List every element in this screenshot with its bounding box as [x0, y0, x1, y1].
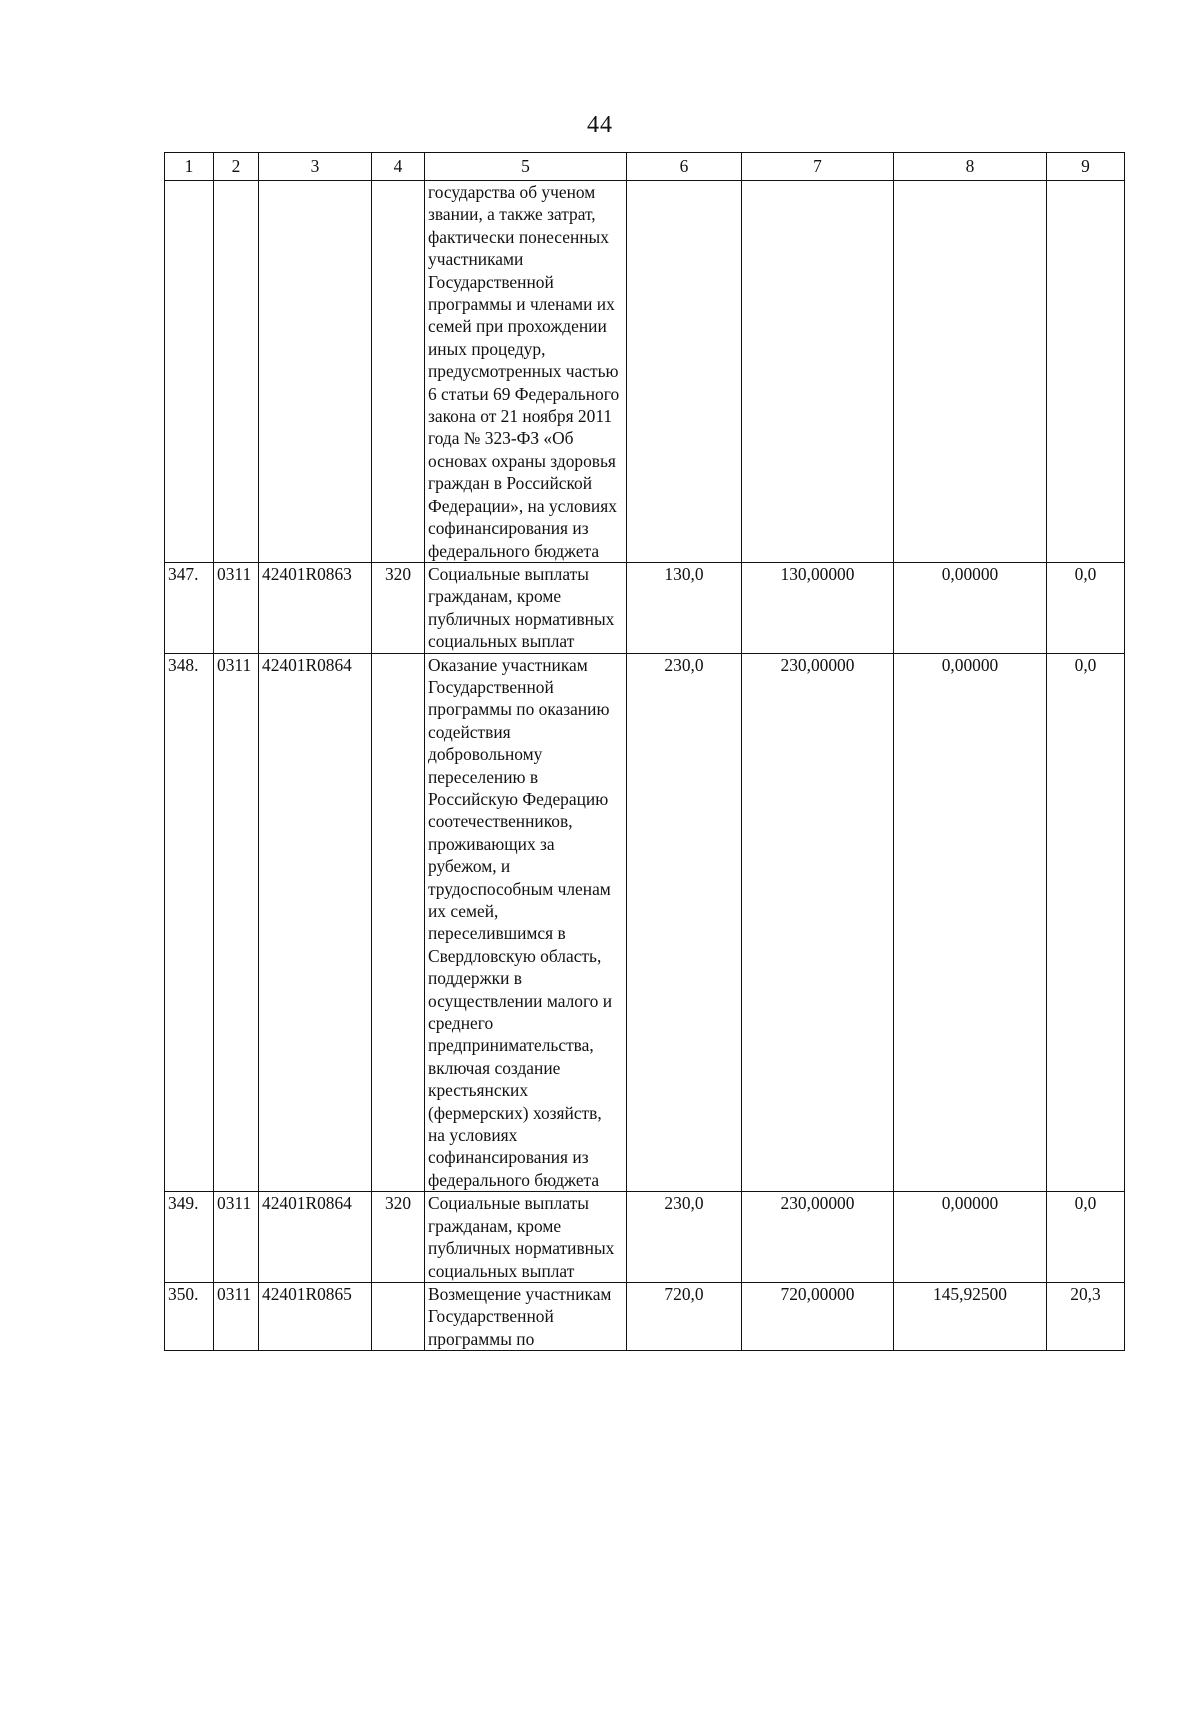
executed-amount-cell: 145,92500 — [894, 1282, 1047, 1350]
section-code-cell — [214, 181, 259, 563]
page-number: 44 — [587, 112, 613, 138]
executed-amount-cell: 0,00000 — [894, 1192, 1047, 1283]
row-number-cell: 349. — [165, 1192, 214, 1283]
section-code-cell: 0311 — [214, 653, 259, 1192]
target-code-cell: 42401R0863 — [259, 562, 372, 653]
expense-type-cell: 320 — [372, 562, 425, 653]
description-cell: Оказание участникам Государственной программы по оказанию содействия добровольному переселению в Российскую Федерацию соотечественников, проживающих за рубежом, и трудоспособным членам их семей, переселившимся в Свердловскую область, поддержки в осуществлении малого и среднего предпринимательства, включая создание крестьянских (фермерских) хозяйств, на условиях софинансирования из федерального бюджета — [425, 653, 627, 1192]
target-code-cell: 42401R0865 — [259, 1282, 372, 1350]
percent-cell: 0,0 — [1047, 653, 1125, 1192]
header-row — [165, 153, 1125, 181]
percent-cell: 20,3 — [1047, 1282, 1125, 1350]
header-cell: 4 — [372, 153, 425, 181]
budget-amount-cell: 230,00000 — [742, 653, 894, 1192]
percent-cell — [1047, 181, 1125, 563]
description-cell: государства об ученом звании, а также затрат, фактически понесенных участниками Государственной программы и членами их семей при прохождении иных процедур, предусмотренных частью 6 статьи 69 Федерального закона от 21 ноября 2011 года № 323-ФЗ «Об основах охраны здоровья граждан в Российской Федерации», на условиях софинансирования из федерального бюджета — [425, 181, 627, 563]
table-row — [165, 562, 1125, 653]
row-number-cell: 348. — [165, 653, 214, 1192]
description-cell: Социальные выплаты гражданам, кроме публичных нормативных социальных выплат — [425, 1192, 627, 1283]
header-cell: 9 — [1047, 153, 1125, 181]
target-code-cell — [259, 181, 372, 563]
header-cell: 7 — [742, 153, 894, 181]
expense-type-cell — [372, 1282, 425, 1350]
planned-amount-cell: 720,0 — [627, 1282, 742, 1350]
section-code-cell: 0311 — [214, 1192, 259, 1283]
budget-amount-cell: 130,00000 — [742, 562, 894, 653]
header-cell: 8 — [894, 153, 1047, 181]
section-code-cell: 0311 — [214, 1282, 259, 1350]
executed-amount-cell: 0,00000 — [894, 653, 1047, 1192]
budget-amount-cell: 720,00000 — [742, 1282, 894, 1350]
header-cell: 5 — [425, 153, 627, 181]
table-row — [165, 653, 1125, 1192]
row-number-cell — [165, 181, 214, 563]
expense-type-cell: 320 — [372, 1192, 425, 1283]
row-number-cell: 347. — [165, 562, 214, 653]
planned-amount-cell: 230,0 — [627, 1192, 742, 1283]
table-row — [165, 1282, 1125, 1350]
planned-amount-cell: 230,0 — [627, 653, 742, 1192]
executed-amount-cell — [894, 181, 1047, 563]
header-cell: 6 — [627, 153, 742, 181]
percent-cell: 0,0 — [1047, 562, 1125, 653]
target-code-cell: 42401R0864 — [259, 1192, 372, 1283]
executed-amount-cell: 0,00000 — [894, 562, 1047, 653]
table-row — [165, 1192, 1125, 1283]
table-row-continuation — [165, 181, 1125, 563]
description-cell: Возмещение участникам Государственной программы по — [425, 1282, 627, 1350]
header-cell: 2 — [214, 153, 259, 181]
description-cell: Социальные выплаты гражданам, кроме публичных нормативных социальных выплат — [425, 562, 627, 653]
budget-amount-cell — [742, 181, 894, 563]
header-cell: 1 — [165, 153, 214, 181]
section-code-cell: 0311 — [214, 562, 259, 653]
planned-amount-cell — [627, 181, 742, 563]
row-number-cell: 350. — [165, 1282, 214, 1350]
percent-cell: 0,0 — [1047, 1192, 1125, 1283]
target-code-cell: 42401R0864 — [259, 653, 372, 1192]
expense-type-cell — [372, 181, 425, 563]
header-cell: 3 — [259, 153, 372, 181]
budget-amount-cell: 230,00000 — [742, 1192, 894, 1283]
planned-amount-cell: 130,0 — [627, 562, 742, 653]
expense-type-cell — [372, 653, 425, 1192]
budget-table — [164, 152, 1125, 1351]
